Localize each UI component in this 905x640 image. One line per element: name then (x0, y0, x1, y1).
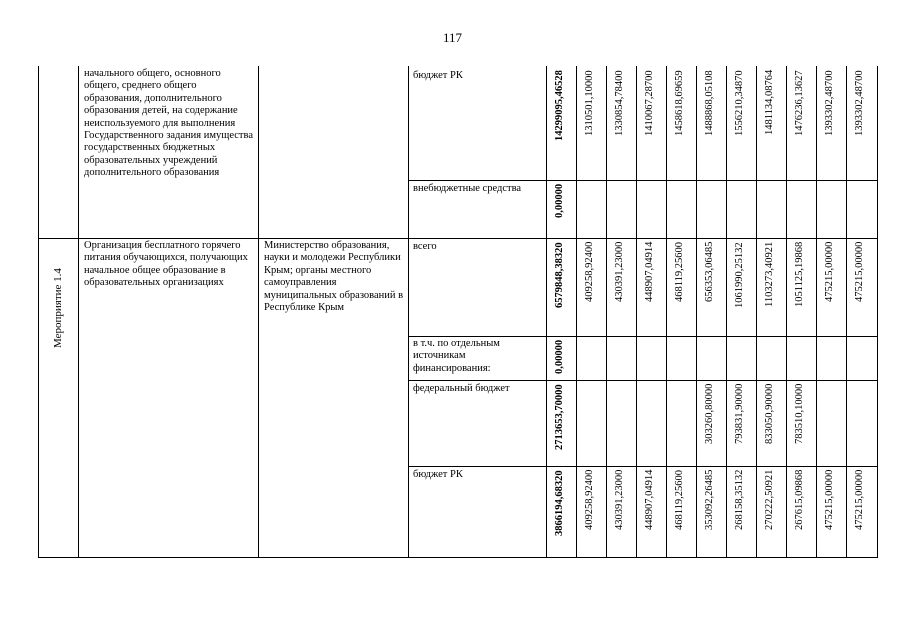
column-divider (726, 66, 727, 558)
year-value: 475215,00000 (824, 241, 835, 302)
year-value: 1310501,10000 (584, 70, 595, 136)
year-value: 268158,35132 (734, 469, 745, 530)
year-value: 468119,25600 (674, 242, 685, 302)
year-value: 430391,23000 (614, 241, 625, 302)
column-divider (576, 66, 577, 558)
row-divider (408, 466, 878, 467)
year-value: 475215,00000 (854, 241, 865, 302)
table-border-left (38, 66, 39, 558)
year-value: 1488868,05108 (704, 70, 715, 136)
row-total-value: 3866194,68320 (554, 470, 565, 536)
row-total-value: 14299095,46528 (554, 70, 565, 141)
budget-table (38, 66, 878, 558)
row-total-value: 6579848,38320 (554, 242, 565, 308)
table-border-bottom (38, 557, 878, 558)
table-border-right (877, 66, 878, 558)
column-divider (666, 66, 667, 558)
year-value: 475215,00000 (854, 469, 865, 530)
measure-label: Мероприятие 1.4 (52, 268, 64, 348)
year-value: 303260,80000 (704, 383, 715, 444)
row-divider (408, 180, 878, 181)
column-divider (78, 66, 79, 558)
top-row-2-source: внебюджетные средства (413, 183, 522, 194)
year-value: 1458618,69659 (674, 70, 685, 136)
top-block-description: начального общего, основного общего, среднего общего образования, дополнительного образования детей, на содержание неиспользуемого для выполнения Государственного задания имущества государственных бюджетных образовательных учреждений дополнительного образования (84, 68, 253, 179)
column-divider (756, 66, 757, 558)
column-divider (606, 66, 607, 558)
year-value: 409258,92400 (584, 469, 595, 530)
year-value: 1393302,48700 (824, 70, 835, 136)
year-value: 448907,04914 (644, 241, 655, 302)
year-value: 793831,90000 (734, 383, 745, 444)
page-number: 117 (442, 30, 463, 45)
measure-description: Организация бесплатного горячего питания обучающихся, получающих начальное общее образование в образовательных организациях (84, 240, 248, 289)
year-value: 409258,92400 (584, 241, 595, 302)
measure-row-3-source: федеральный бюджет (413, 383, 510, 394)
year-value: 1330854,78400 (614, 70, 625, 136)
measure-row-4-source: бюджет РК (413, 469, 463, 480)
year-value: 448907,04914 (644, 469, 655, 530)
year-value: 468119,25600 (674, 470, 685, 530)
section-divider (38, 238, 878, 239)
column-divider (546, 66, 547, 558)
year-value: 1476236,13627 (794, 70, 805, 136)
year-value: 1393302,48700 (854, 70, 865, 136)
column-divider (696, 66, 697, 558)
row-total-value: 0,00000 (554, 339, 565, 374)
measure-row-2-source: в т.ч. по отдельным источникам финансирования: (413, 338, 500, 374)
year-value: 1556210,34870 (734, 70, 745, 136)
measure-executor: Министерство образования, науки и молодежи Республики Крым; органы местного самоуправления муниципальных образований в Республике Крым (264, 240, 404, 314)
year-value: 783510,10000 (794, 383, 805, 444)
year-value: 353092,26485 (704, 469, 715, 530)
year-value: 1410067,28700 (644, 70, 655, 136)
year-value: 1061990,25132 (734, 242, 745, 308)
row-divider (408, 380, 878, 381)
column-divider (408, 66, 409, 558)
column-divider (258, 66, 259, 558)
column-divider (786, 66, 787, 558)
year-value: 656353,06485 (704, 241, 715, 302)
year-value: 270222,50921 (764, 469, 775, 530)
year-value: 1103273,40921 (764, 241, 775, 307)
column-divider (846, 66, 847, 558)
top-row-1-source: бюджет РК (413, 70, 463, 81)
year-value: 430391,23000 (614, 469, 625, 530)
year-value: 1051125,19868 (794, 241, 805, 307)
measure-row-1-source: всего (413, 241, 437, 252)
row-total-value: 0,00000 (554, 183, 565, 218)
column-divider (636, 66, 637, 558)
year-value: 267615,09868 (794, 469, 805, 530)
row-divider (408, 336, 878, 337)
column-divider (816, 66, 817, 558)
row-total-value: 2713653,70000 (554, 384, 565, 450)
year-value: 475215,00000 (824, 469, 835, 530)
year-value: 833050,90000 (764, 383, 775, 444)
year-value: 1481134,08764 (764, 69, 775, 135)
